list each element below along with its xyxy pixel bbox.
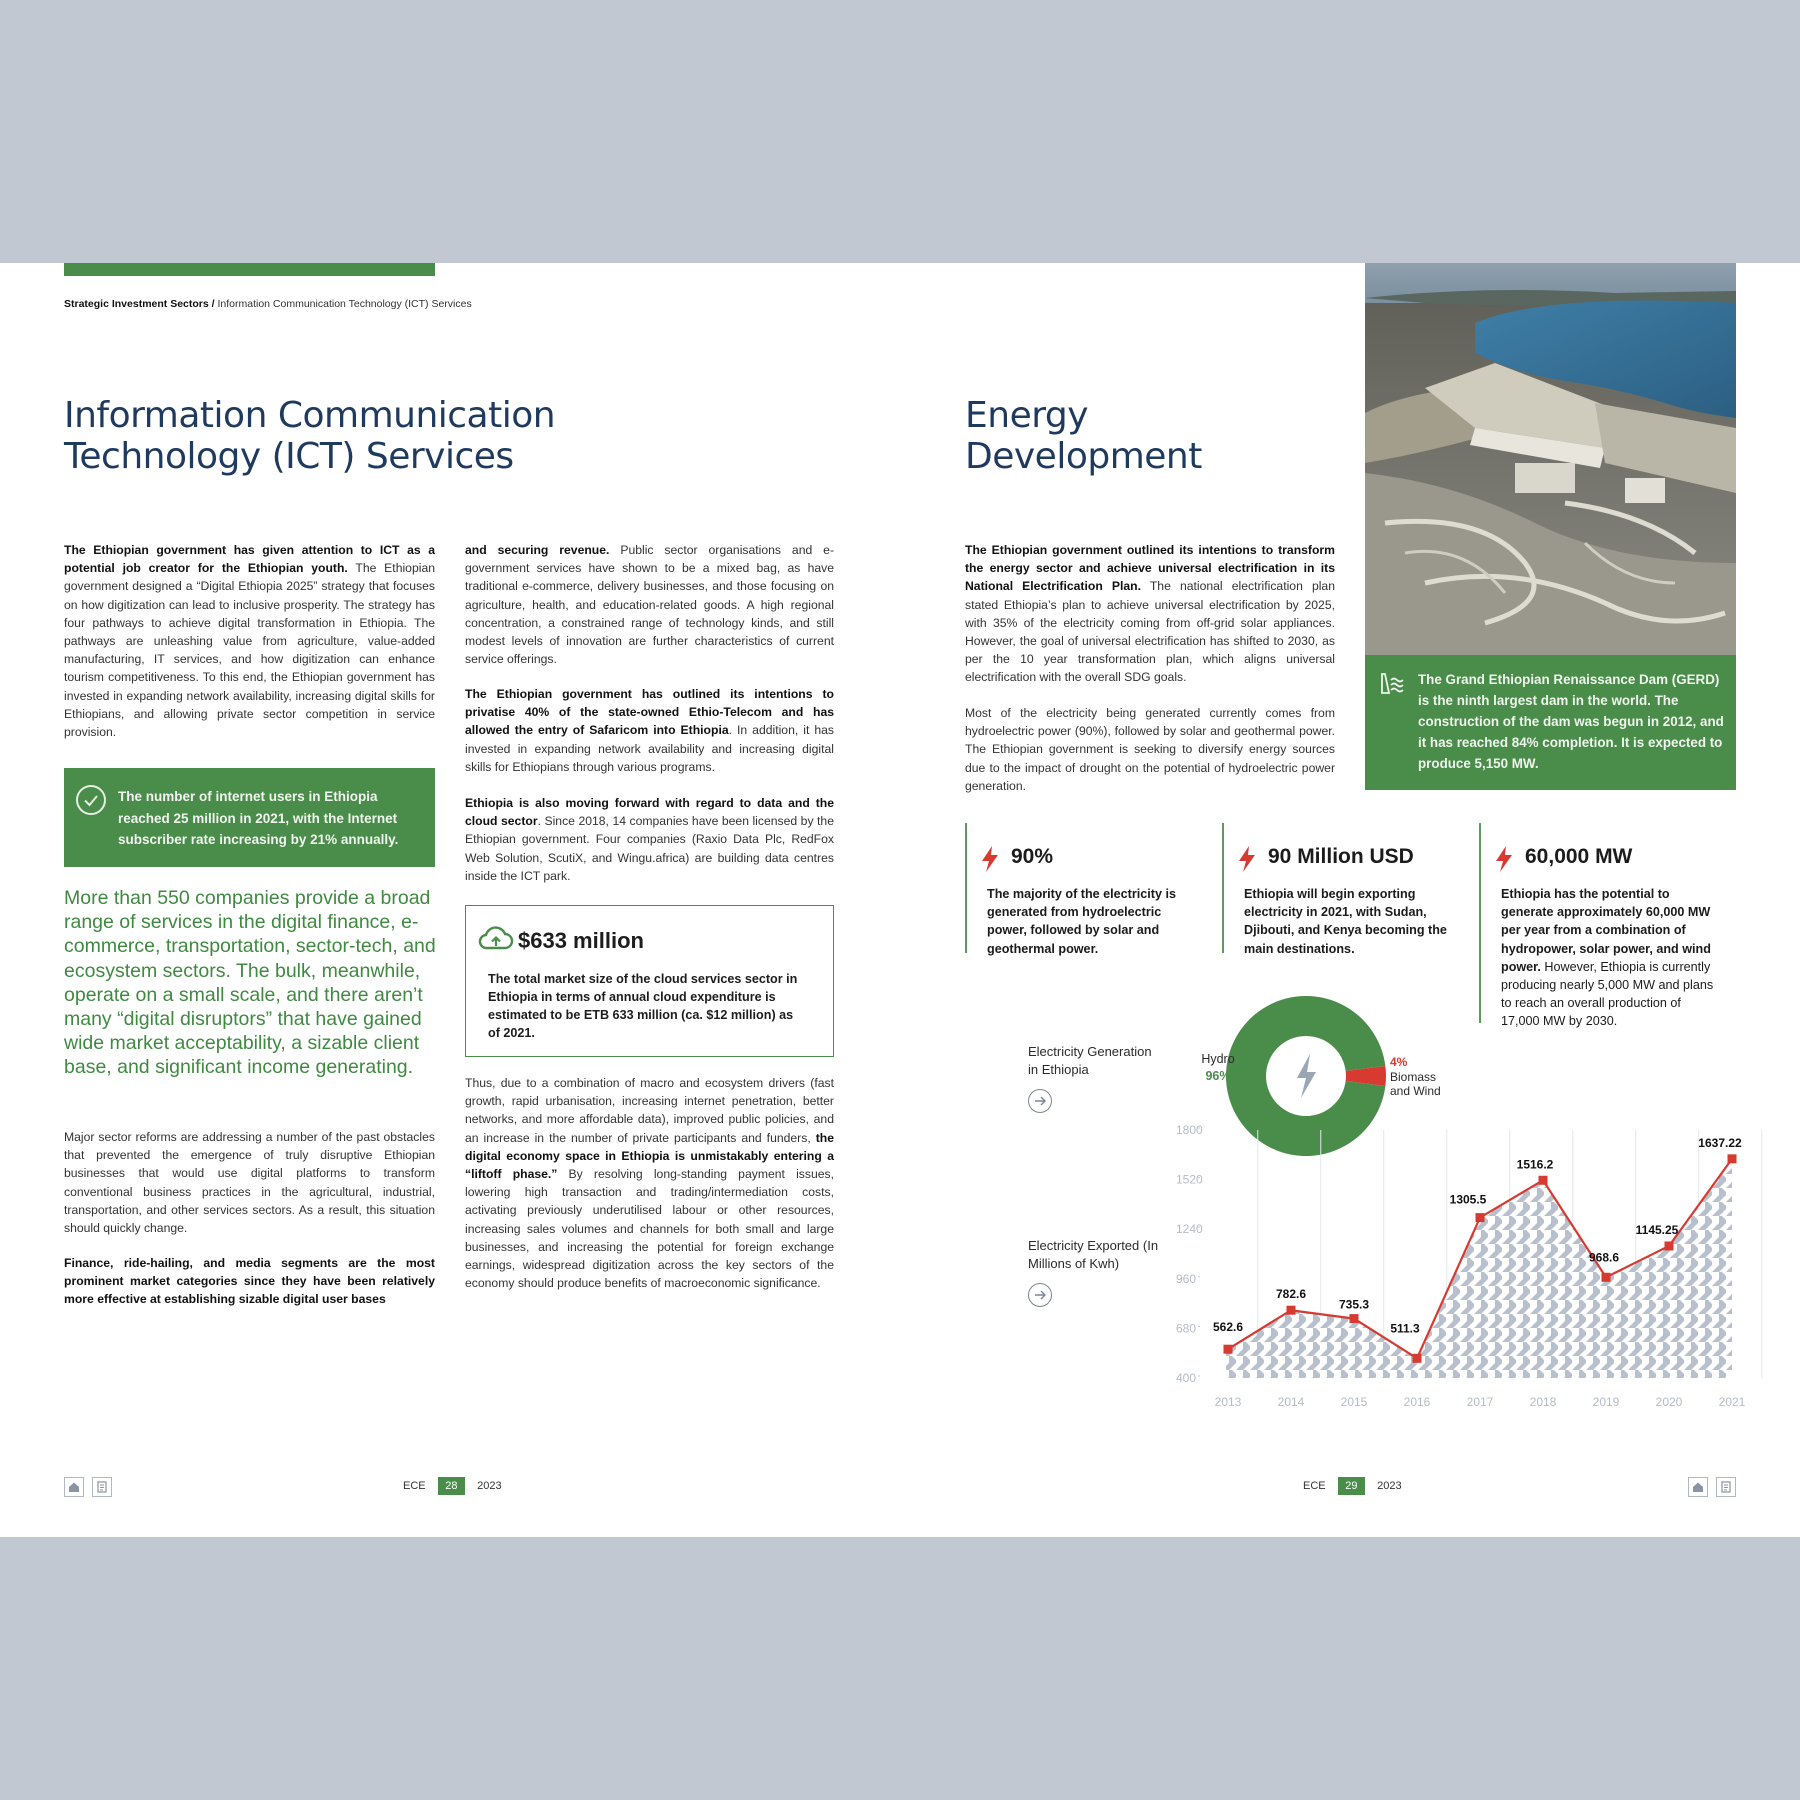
x-tick-label: 2016: [1403, 1395, 1431, 1409]
dam-water-icon: [1379, 671, 1409, 697]
footer-left: [403, 1477, 502, 1495]
paragraph-text: The national electrification plan stated Ethiopia’s plan to achieve universal electrification by 2025, with 35% of the electricity coming from off-grid solar appliances. However, the goal of universal electrification has shifted to 2030, as per the 10 year transformation plan, which aligns universal electrification with the overall SDG goals.: [965, 579, 1335, 685]
donut-label-biomass: [1390, 1070, 1441, 1098]
y-tick-label: 400: [1176, 1371, 1197, 1385]
data-label: 968.6: [1588, 1250, 1620, 1265]
data-point: [1413, 1354, 1422, 1363]
paragraph-text: . Since 2018, 14 companies have been licensed by the Ethiopian government. Four companies (Raxio Data Plc, RedFox Web Solution, ScutiX, and Wingu.africa) are building data centres inside the ICT park.: [465, 814, 834, 883]
page-number: 29: [1338, 1477, 1365, 1495]
arrow-right-icon: [1029, 1090, 1051, 1112]
stat-text-main: The majority of the electricity is generated from hydroelectric power, followed by solar and geothermal power.: [987, 887, 1176, 956]
paragraph-lead: the digital economy space in Ethiopia is unmistakably entering a “liftoff phase.”: [465, 1130, 834, 1182]
callout-text: The number of internet users in Ethiopia reached 25 million in 2021, with the Internet subscriber rate increasing by 21% annually.: [118, 789, 399, 847]
magazine-spread: [0, 263, 1800, 1537]
gerd-callout: [1365, 655, 1736, 790]
data-point: [1665, 1241, 1674, 1250]
breadcrumb-page: Information Communication Technology (ICT) Services: [217, 298, 472, 310]
donut-value-hydro: 96%: [1205, 1069, 1231, 1083]
paragraph-text: . In addition, it has invested in expanding network availability and increasing digital skills for Ethiopians through various programs.: [465, 723, 834, 774]
footer-right: [1303, 1477, 1402, 1495]
y-tick-label: 960: [1176, 1271, 1197, 1286]
data-label: 1637.22: [1698, 1135, 1742, 1150]
paragraph-intro: [64, 541, 435, 741]
x-tick-label: 2018: [1529, 1395, 1557, 1409]
data-point: [1224, 1345, 1233, 1354]
paragraph-lead: The Ethiopian government has given attention to ICT as a potential job creator for the Ethiopian youth.: [64, 543, 435, 576]
stat-text: [1501, 885, 1716, 1031]
paragraph-revenue: [465, 541, 834, 668]
stat-text-extra: However, Ethiopia is currently producing nearly 5,000 MW and plans to reach an overall production of 17,000 MW by 2030.: [1501, 959, 1714, 1029]
cloud-market-text: The total market size of the cloud services sector in Ethiopia in terms of annual cloud expenditure is estimated to be ETB 633 million (ca. $12 million) as of 2021.: [488, 972, 798, 1040]
donut-value-biomass: 4%: [1390, 1055, 1408, 1069]
line-more-button[interactable]: [1028, 1283, 1052, 1307]
footer-brand: ECE: [1303, 1480, 1326, 1492]
paragraph-text: The Ethiopian government designed a “Digital Ethiopia 2025” strategy that focuses on how digitization can lead to inclusive prosperity. The strategy has four pathways to achieve digital transformation in Ethiopia. The pathways are unleashing value from agriculture, value-added manufacturing, IT services, and how digitization can enhance tourism competitiveness. To this end, the Ethiopian government has invested in expanding network availability, increasing digital skills for Ethiopians, and allowing private sector competition in service provision.: [64, 561, 436, 740]
data-point: [1728, 1154, 1737, 1163]
paragraph-cloud: [465, 794, 834, 885]
accent-bar: [64, 263, 435, 276]
stat-text-main: Ethiopia will begin exporting electricity in 2021, with Sudan, Djibouti, and Kenya becoming the main destinations.: [1244, 887, 1447, 956]
data-point: [1539, 1176, 1548, 1185]
title-line-2: Development: [965, 436, 1202, 477]
paragraph-market: [64, 1254, 435, 1309]
paragraph-text: Thus, due to a combination of macro and ecosystem drivers (fast growth, rapid urbanisation, increasing internet penetration, better networks, and more affordable data), improved public policies, and an increase in the number of private participants and funders,: [465, 1076, 834, 1145]
lightning-icon: [1493, 845, 1515, 873]
paragraph-lead: Finance, ride-hailing, and media segments are the most prominent market categories since they have been relatively more effective at establishing sizable digital user bases: [64, 1256, 435, 1307]
home-button[interactable]: [64, 1477, 84, 1497]
data-label: 1516.2: [1516, 1157, 1554, 1172]
paragraph-lead: The Ethiopian government has outlined its intentions to privatise 40% of the state-owned Ethio-Telecom and has allowed the entry of Safaricom into Ethiopia: [465, 687, 834, 738]
data-label: 1145.25: [1635, 1222, 1679, 1237]
stat-text: [987, 885, 1202, 958]
data-label: 782.6: [1275, 1287, 1307, 1302]
page-icon: [93, 1478, 111, 1496]
paragraph-privatise: [465, 685, 834, 776]
x-tick-label: 2017: [1466, 1395, 1494, 1409]
lightning-icon: [979, 845, 1001, 873]
y-tick-label: 680: [1176, 1321, 1197, 1336]
data-label: 562.6: [1212, 1320, 1244, 1335]
home-button[interactable]: [1688, 1477, 1708, 1497]
cloud-upload-icon: [478, 924, 514, 954]
donut-label-biomass-line: Biomass: [1390, 1070, 1437, 1084]
data-point: [1476, 1213, 1485, 1222]
y-tick-label: 1520: [1176, 1172, 1203, 1187]
data-point: [1602, 1273, 1611, 1282]
energy-title: [965, 395, 1325, 477]
cloud-market-box: [465, 905, 834, 1057]
title-line-1: Energy: [965, 395, 1089, 436]
contents-button[interactable]: [92, 1477, 112, 1497]
x-tick-label: 2019: [1592, 1395, 1620, 1409]
stat-card: [1479, 823, 1729, 1029]
internet-users-callout: [64, 768, 435, 867]
arrow-right-icon: [1029, 1284, 1051, 1306]
donut-label-hydro: Hydro: [1201, 1052, 1235, 1066]
stat-value: 90 Million USD: [1268, 845, 1414, 868]
title-line-1: Information Communication: [64, 395, 556, 436]
footer-brand: ECE: [403, 1480, 426, 1492]
data-label: 511.3: [1390, 1321, 1420, 1336]
footer-year: 2023: [477, 1480, 502, 1492]
data-point: [1287, 1306, 1296, 1315]
x-tick-label: 2014: [1277, 1395, 1305, 1409]
gerd-text: The Grand Ethiopian Renaissance Dam (GERD) is the ninth largest dam in the world. The construction of the dam was begun in 2012, and it has reached 84% completion. It is expected to produce 5,150 MW.: [1418, 672, 1724, 771]
page-icon: [1717, 1478, 1735, 1496]
x-tick-label: 2020: [1655, 1395, 1683, 1409]
line-chart-label: Electricity Exported (In Millions of Kwh): [1028, 1238, 1159, 1271]
breadcrumb: [64, 298, 472, 310]
paragraph-lead: The Ethiopian government outlined its intentions to transform the energy sector and achieve universal electrification in its National Electrification Plan.: [965, 543, 1335, 594]
stat-text: [1244, 885, 1459, 958]
paragraph-liftoff: [465, 1074, 834, 1292]
x-tick-label: 2013: [1214, 1395, 1242, 1409]
donut-more-button[interactable]: [1028, 1089, 1052, 1113]
paragraph-lead: Ethiopia is also moving forward with regard to data and the cloud sector: [465, 796, 834, 829]
pull-quote: More than 550 companies provide a broad range of services in the digital finance, e-commerce, transportation, sector-tech, and ecosystem sectors. The bulk, meanwhile, operate on a small scale, and there aren’t many “digital disruptors” that have gained wide market acceptability, a sizable client base, and significant income generating.: [64, 887, 436, 1079]
stat-card: [965, 823, 1215, 956]
donut-chart-label: Electricity Generation in Ethiopia: [1028, 1044, 1152, 1077]
data-point: [1350, 1314, 1359, 1323]
page-number: 28: [438, 1477, 465, 1495]
page-title: [64, 395, 684, 477]
export-line-chart: [1176, 1118, 1746, 1409]
paragraph-hydro: Most of the electricity being generated currently comes from hydroelectric power (90%), followed by solar and geothermal power. The Ethiopian government is seeking to diversify energy sources due to the impact of drought on the potential of hydroelectric power generation.: [965, 706, 1335, 793]
stat-text-main: Ethiopia has the potential to generate approximately 60,000 MW per year from a combination of hydropower, solar power, and wind power.: [1501, 887, 1711, 974]
footer-year: 2023: [1377, 1480, 1402, 1492]
x-tick-label: 2015: [1340, 1395, 1368, 1409]
paragraph-reforms: Major sector reforms are addressing a number of the past obstacles that prevented the emergence of truly disruptive Ethiopian businesses that would use digital platforms to transform conventional business practices in the agricultural, industrial, transportation, and other services sectors. As a result, this situation should quickly change.: [64, 1130, 435, 1236]
data-label: 1305.5: [1449, 1192, 1487, 1207]
paragraph-text: Public sector organisations and e-government services have shown to be a mixed bag, as have traditional e-commerce, delivery businesses, and those focusing on agriculture, health, and education-related goods. A high regional concentration, a constrained range of technology kinds, and still modest levels of innovation are further characteristics of current service offerings.: [465, 543, 835, 667]
stat-value: 60,000 MW: [1525, 845, 1633, 868]
home-icon: [1689, 1478, 1707, 1496]
paragraph-text: By resolving long-standing payment issues, lowering high transaction and trading/intermediation costs, activating previously underutilised labour or other resources, increasing sales volumes and channels for both small and large businesses, and increasing the potential for foreign exchange earnings, widespread digitization across the key sectors of the economy should produce benefits of macroeconomic significance.: [465, 1167, 835, 1291]
y-tick-label: 1800: [1176, 1123, 1203, 1137]
home-icon: [65, 1478, 83, 1496]
paragraph-electrification: [965, 541, 1335, 687]
paragraph-lead: and securing revenue.: [465, 543, 610, 557]
lightning-icon: [1236, 845, 1258, 873]
donut-label-biomass-line: and Wind: [1390, 1084, 1441, 1098]
check-circle-icon: [76, 785, 106, 815]
cloud-market-value: $633 million: [518, 928, 644, 953]
y-tick-label: 1240: [1176, 1222, 1203, 1237]
contents-button[interactable]: [1716, 1477, 1736, 1497]
stat-value: 90%: [1011, 845, 1054, 868]
stat-card: [1222, 823, 1472, 956]
x-tick-label: 2021: [1718, 1395, 1746, 1409]
breadcrumb-section: Strategic Investment Sectors /: [64, 298, 215, 310]
data-label: 735.3: [1338, 1297, 1370, 1312]
title-line-2: Technology (ICT) Services: [64, 436, 514, 477]
dam-photo: [1365, 263, 1736, 655]
